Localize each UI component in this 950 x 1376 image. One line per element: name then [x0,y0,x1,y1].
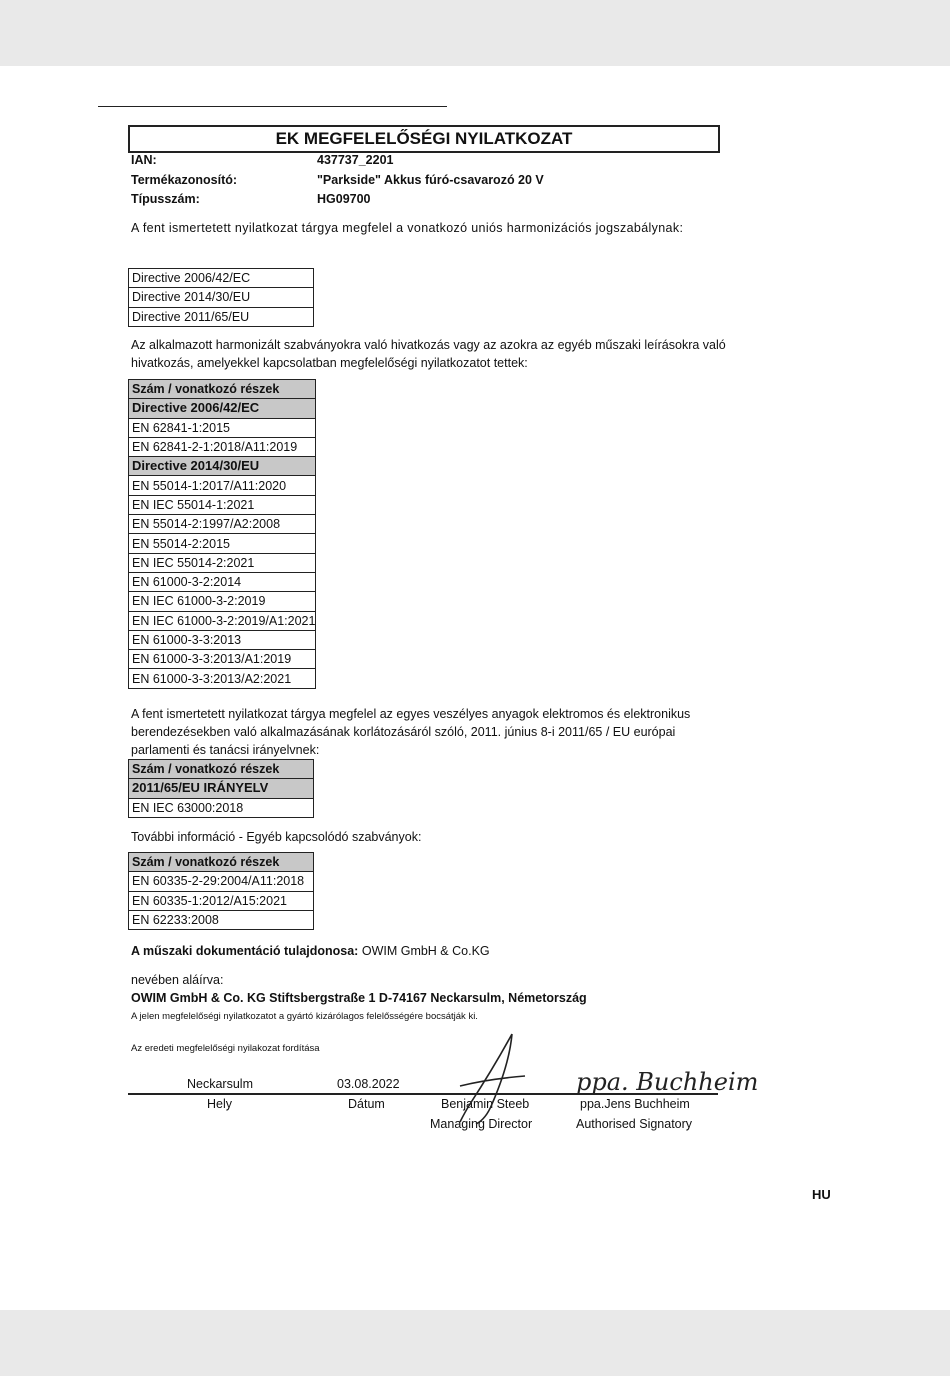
table-section-row [129,779,314,798]
table-row [129,650,316,669]
table-header-cell: Szám / vonatkozó részek [129,760,314,779]
directive-cell: Directive 2006/42/EC [129,269,314,288]
table-row [129,891,314,910]
standard-cell: EN 55014-2:2015 [129,534,316,553]
standard-cell: EN 62233:2008 [129,910,314,929]
signature-2-script: ppa. Buchheim [576,1068,759,1096]
standards-table [128,379,316,689]
standard-cell: EN 55014-1:2017/A11:2020 [129,476,316,495]
table-row [129,611,316,630]
table-header-row [129,853,314,872]
table-header-row [129,380,316,399]
document-page [0,66,950,1310]
table-row [129,269,314,288]
language-code: HU [812,1187,831,1202]
company-address: OWIM GmbH & Co. KG Stiftsbergstraße 1 D-74167 Neckarsulm, Németország [131,991,587,1005]
product-label: Termékazonosító: [131,173,238,187]
standard-cell: EN 61000-3-3:2013/A1:2019 [129,650,316,669]
table-row [129,630,316,649]
standard-cell: EN IEC 55014-2:2021 [129,553,316,572]
type-value: HG09700 [317,192,371,206]
date-label: Dátum [348,1097,385,1111]
signature-2-icon [572,1048,759,1108]
standard-cell: EN 62841-1:2015 [129,418,316,437]
directive-cell: Directive 2006/42/EC [129,399,316,418]
table-row [129,515,316,534]
other-standards-table [128,852,314,930]
signer1-title: Managing Director [430,1117,533,1131]
place-value: Neckarsulm [187,1077,253,1091]
translation-note: Az eredeti megfelelőségi nyilakozat fordítása [131,1043,320,1054]
table-section-row [129,457,316,476]
standard-cell: EN 61000-3-3:2013 [129,630,316,649]
rohs-intro-line-2: berendezésekben való alkalmazásának korlátozásáról szóló, 2011. június 8-i 2011/65 / EU európai [131,725,676,739]
rohs-intro-line-3: parlamenti és tanácsi irányelvnek: [131,743,320,757]
signed-for: nevében aláírva: [131,973,224,987]
product-value: "Parkside" Akkus fúró-csavarozó 20 V [317,173,544,187]
standard-cell: EN IEC 61000-3-2:2019/A1:2021 [129,611,316,630]
standards-intro-line-2: hivatkozás, amelyekkel kapcsolatban megfelelőségi nyilatkozatot tettek: [131,356,528,370]
ian-value: 437737_2201 [317,153,394,167]
other-intro: További információ - Egyéb kapcsolódó szabványok: [131,830,422,844]
table-row [129,872,314,891]
standard-cell: EN 60335-1:2012/A15:2021 [129,891,314,910]
signer1-name: Benjamin Steeb [441,1097,530,1111]
table-row [129,307,314,326]
table-header-cell: Szám / vonatkozó részek [129,380,316,399]
table-row [129,798,314,817]
standard-cell: EN 62841-2-1:2018/A11:2019 [129,437,316,456]
standards-intro-line-1: Az alkalmazott harmonizált szabványokra való hivatkozás vagy az azokra az egyéb műszaki leírásokra való [131,338,726,352]
intro-text: A fent ismertetett nyilatkozat tárgya megfelel a vonatkozó uniós harmonizációs jogszabálynak: [131,221,684,235]
standard-cell: EN 55014-2:1997/A2:2008 [129,515,316,534]
standard-cell: EN IEC 63000:2018 [129,798,314,817]
standard-cell: EN IEC 55014-1:2021 [129,495,316,514]
owner-line [131,944,490,958]
directive-cell: Directive 2011/65/EU [129,307,314,326]
table-row [129,592,316,611]
top-rule [98,106,447,107]
table-row [129,476,316,495]
table-row [129,437,316,456]
signer2-name: ppa.Jens Buchheim [580,1097,690,1111]
directives-table [128,268,314,327]
table-row [129,669,316,688]
type-label: Típusszám: [131,192,200,206]
date-value: 03.08.2022 [337,1077,400,1091]
standard-cell: EN 61000-3-2:2014 [129,572,316,591]
ian-label: IAN: [131,153,157,167]
directive-cell: 2011/65/EU IRÁNYELV [129,779,314,798]
directive-cell: Directive 2014/30/EU [129,457,316,476]
standard-cell: EN 61000-3-3:2013/A2:2021 [129,669,316,688]
table-section-row [129,399,316,418]
signer2-title: Authorised Signatory [576,1117,693,1131]
place-label: Hely [207,1097,233,1111]
responsibility-note: A jelen megfelelőségi nyilatkozatot a gyártó kizárólagos felelősségére bocsátják ki. [131,1011,478,1022]
rohs-intro-line-1: A fent ismertetett nyilatkozat tárgya megfelel az egyes veszélyes anyagok elektromos és elektronikus [131,707,691,721]
table-row [129,534,316,553]
rohs-table [128,759,314,818]
table-row [129,288,314,307]
table-header-row [129,760,314,779]
table-header-cell: Szám / vonatkozó részek [129,853,314,872]
table-row [129,495,316,514]
owner-label: A műszaki dokumentáció tulajdonosa: [131,944,359,958]
table-row [129,572,316,591]
table-row [129,910,314,929]
owner-value: OWIM GmbH & Co.KG [361,944,490,958]
signature-1-icon [440,1026,540,1126]
table-row [129,418,316,437]
standard-cell: EN 60335-2-29:2004/A11:2018 [129,872,314,891]
document-title: EK MEGFELELŐSÉGI NYILATKOZAT [128,125,720,153]
directive-cell: Directive 2014/30/EU [129,288,314,307]
table-row [129,553,316,572]
standard-cell: EN IEC 61000-3-2:2019 [129,592,316,611]
